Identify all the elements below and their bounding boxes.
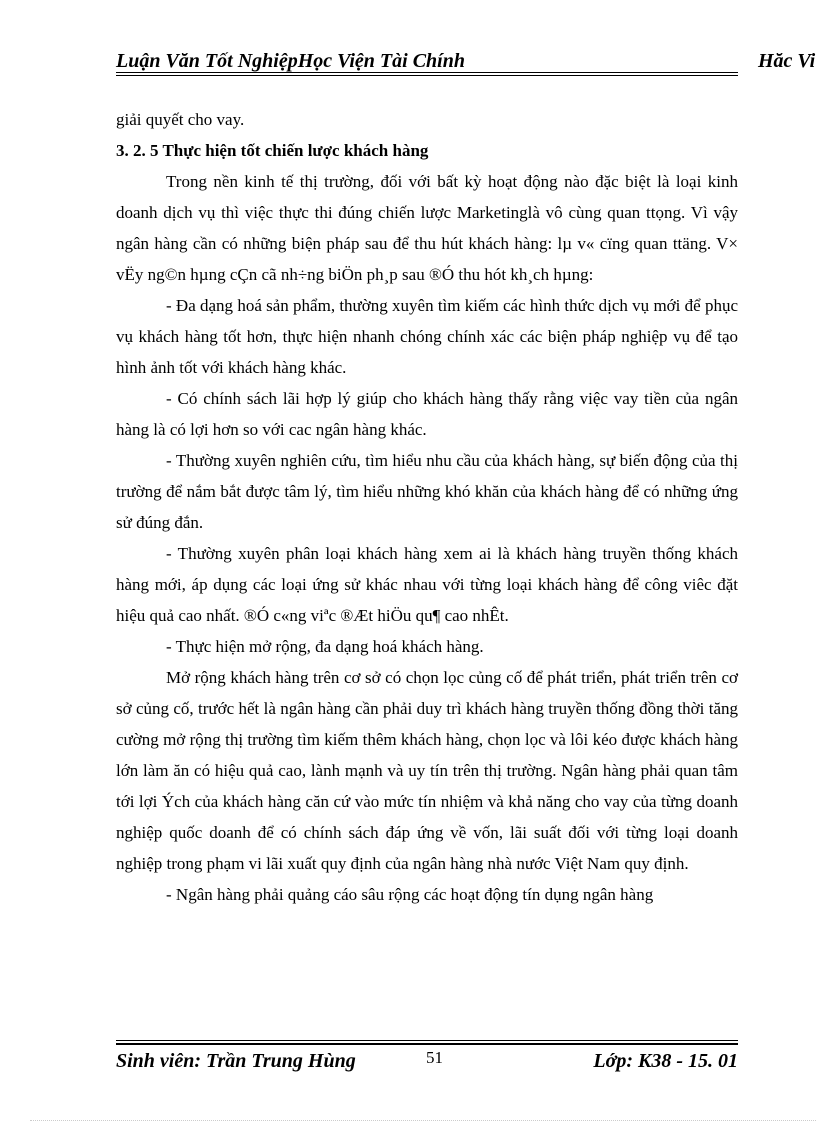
page-edge-divider xyxy=(30,1120,816,1121)
bullet-classify: - Thường xuyên phân loại khách hàng xem ai là khách hàng truyền thống khách hàng mới, áp dụng các loại ứng sử khác nhau với từng loại khách hàng để công viêc đặt hiệu quả cao nhất. ®Ó c«ng viªc ®Æt hiÖu qu¶ cao nhÊt. xyxy=(116,544,738,625)
bullet-interest-policy: - Có chính sách lãi hợp lý giúp cho khách hàng thấy rằng việc vay tiền của ngân hàng là có lợi hơn so với cac ngân hàng khác. xyxy=(116,389,738,439)
class-code: Lớp: K38 - 15. 01 xyxy=(593,1050,738,1072)
footer-rule-thin xyxy=(116,1040,738,1041)
page-number: 51 xyxy=(426,1048,443,1067)
header-right-text: Hăc Vi xyxy=(758,50,816,72)
header-title: Luận Văn Tốt NghiệpHọc Viện Tài Chính xyxy=(116,50,465,72)
paragraph-intro: Trong nền kinh tế thị trường, đối với bất kỳ hoạt động nào đặc biệt là loại kinh doanh dịch vụ thì việc thực thi đúng chiến lược Marketinglà vô cùng quan ttọng. Vì vậy ngân hàng cần có những biện pháp sau để thu hút khách hàng: lµ v« cïng quan ttäng. V× vËy ng©n hµng cÇn cã nh÷ng biÖn ph¸p sau ®Ó thu hót kh¸ch hµng: xyxy=(116,172,738,284)
bullet-diversify: - Đa dạng hoá sản phẩm, thường xuyên tìm kiếm các hình thức dịch vụ mới để phục vụ khách hàng tốt hơn, thực hiện nhanh chóng chính xác các biện pháp nghiệp vụ để tạo hình ảnh tốt với khách hàng khác. xyxy=(116,296,738,377)
bullet-advertise: - Ngân hàng phải quảng cáo sâu rộng các hoạt động tín dụng ngân hàng xyxy=(166,885,654,904)
page-footer xyxy=(116,1050,738,1078)
section-heading: 3. 2. 5 Thực hiện tốt chiến lược khách hàng xyxy=(116,141,429,160)
footer-rule xyxy=(116,1043,738,1045)
paragraph-expand-detail: Mở rộng khách hàng trên cơ sở có chọn lọc củng cố để phát triển, phát triển trên cơ sở củng cố, trước hết là ngân hàng cần phải duy trì khách hàng truyền thống đồng thời tăng cường mở rộng thị trường tìm kiếm thêm khách hàng, chọn lọc và lôi kéo được khách hàng lớn làm ăn có hiệu quả cao, lành mạnh và uy tín trên thị trường. Ngân hàng phải quan tâm tới lợi Ých của khách hàng căn cứ vào mức tín nhiệm và khả năng cho vay của từng doanh nghiệp quốc doanh để có chính sách đáp ứng về vốn, lãi suất đối với từng loại doanh nghiệp trong phạm vi lãi xuất quy định của ngân hàng nhà nước Việt Nam quy định. xyxy=(116,668,738,873)
bullet-research: - Thường xuyên nghiên cứu, tìm hiểu nhu cầu của khách hàng, sự biến động của thị trường để nắm bắt được tâm lý, tìm hiểu những khó khăn của khách hàng để có những ứng sử đúng đắn. xyxy=(116,451,738,532)
header-rule xyxy=(116,72,738,73)
header-rule-thin xyxy=(116,75,738,76)
student-name: Sinh viên: Trần Trung Hùng xyxy=(116,1050,356,1072)
page-body xyxy=(116,104,738,910)
paragraph-continuation: giải quyết cho vay. xyxy=(116,110,245,129)
bullet-expand: - Thực hiện mở rộng, đa dạng hoá khách hàng. xyxy=(166,637,484,656)
